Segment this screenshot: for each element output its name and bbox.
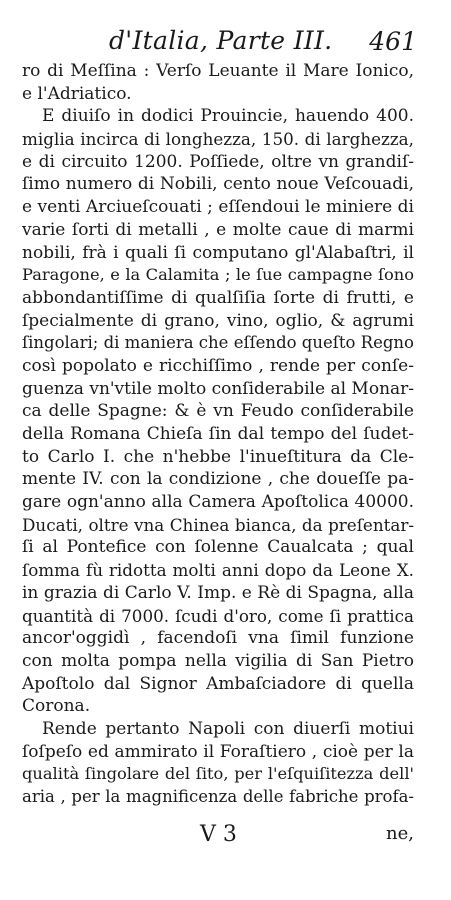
text-line: gare ogn'anno alla Camera Apoſtolica 40000. [22,492,414,513]
text-line: qualità ſingolare del ſito, per l'eſquiſitezza dell' [22,764,414,784]
text-line: ro di Meſſina : Verſo Leuante il Mare Ionico, [22,61,414,81]
text-line: guenza vn'vtile molto conſiderabile al Monar- [22,378,415,399]
text-line: quantità di 7000. ſcudi d'oro, come ſi prattica [22,605,414,626]
running-head [0,26,451,60]
text-line: ſpecialmente di grano, vino, oglio, & agrumi [22,310,414,331]
text-line: in grazia di Carlo V. Imp. e Rè di Spagna, alla [22,582,414,603]
body-text [22,60,414,809]
signature-mark: V 3 [200,822,237,847]
page-number: 461 [369,27,417,56]
text-line: Apoſtolo dal Signor Ambaſciadore di quella [22,673,414,694]
text-line: Corona. [22,696,91,717]
text-line: ſimo numero di Nobili, cento noue Veſcouadi, [22,174,414,195]
text-line: così popolato e ricchiſſimo , rende per conſe- [22,355,414,376]
text-line: miglia incirca di longhezza, 150. di larghezza, [22,129,414,150]
text-line: to Carlo I. che n'hebbe l'inueſtitura da Cle- [22,446,414,467]
text-line: aria , per la magnificenza delle fabriche profa- [22,787,414,806]
text-line: Paragone, e la Calamita ; le ſue campagne ſono [22,265,414,285]
page-footer [0,822,451,852]
text-line: Ducati, oltre vna Chinea bianca, da preſentar- [22,514,414,535]
text-line: ſingolari; di maniera che eſſendo queſto Regno [22,333,414,353]
text-line: ancor'oggidì , facendoſi vna ſimil funzione [22,628,414,649]
text-line: ca delle Spagne: & è vn Feudo conſiderabile [22,401,414,422]
text-line: ſomma fù ridotta molti anni dopo da Leone X. [22,560,414,581]
text-line: mente IV. con la condizione , che doueſſe pa- [22,469,414,490]
paragraph-first-line: E diuiſo in dodici Prouincie, hauendo 400. [42,106,414,127]
text-line: abbondantiſſime di qualſiſia ſorte di frutti, e [22,287,414,308]
text-line: della Romana Chieſa ſin dal tempo del ſudet- [22,424,414,444]
text-line: e di circuito 1200. Poſſiede, oltre vn grandiſ- [22,151,414,172]
running-head-title: d'Italia, Parte III. [109,26,333,55]
paragraph-first-line: Rende pertanto Napoli con diuerſi motiui [42,718,414,739]
catchword: ne, [386,823,414,844]
text-line: nobili, frà i quali ſi computano gl'Alabaſtri, il [22,242,414,263]
text-line: con molta pompa nella vigilia di San Pietro [22,650,414,671]
text-line: e l'Adriatico. [22,83,132,104]
text-line: ſoſpeſo ed ammirato il Foraſtiero , cioè per la [22,741,414,762]
text-line: e venti Arciueſcouati ; eſſendoui le miniere di [22,197,414,218]
text-line: ſi al Pontefice con ſolenne Caualcata ; qual [22,537,414,558]
text-line: varie ſorti di metalli , e molte caue di marmi [22,219,414,240]
